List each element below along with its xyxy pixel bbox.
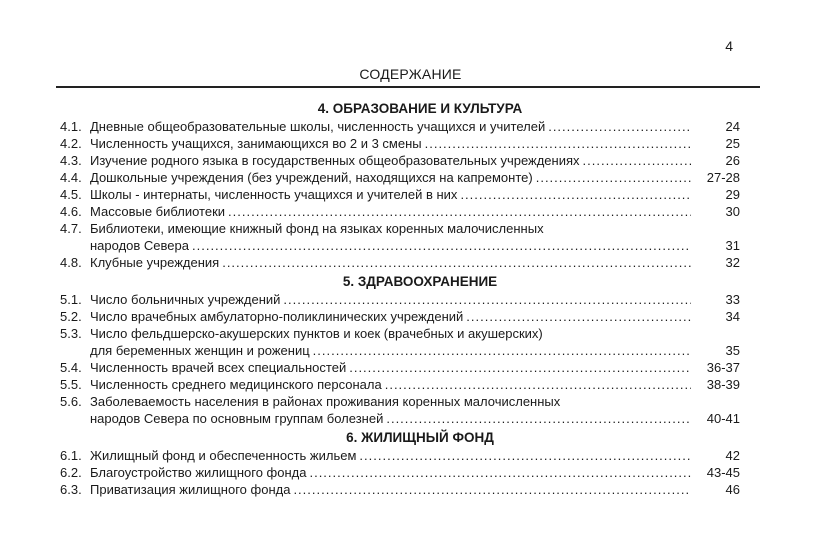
toc-entry — [60, 152, 740, 169]
toc-entry — [60, 447, 740, 464]
toc-entry-row — [60, 447, 740, 464]
dot-leader — [466, 308, 691, 325]
toc-entry-row — [60, 359, 740, 376]
toc-entry — [60, 135, 740, 152]
toc-entry — [60, 186, 740, 203]
toc-entry — [60, 254, 740, 271]
toc-entry-row — [60, 135, 740, 152]
toc-entry-number: 4.8. — [60, 255, 82, 270]
toc-entry-number: 5.4. — [60, 360, 82, 375]
toc-entry-number: 4.3. — [60, 153, 82, 168]
dot-leader — [283, 291, 691, 308]
toc-entry-title: Школы - интернаты, численность учащихся и учителей в них — [90, 187, 458, 202]
dot-leader — [536, 169, 691, 186]
toc-entry-row — [60, 308, 740, 325]
toc-entry-last-line — [60, 237, 740, 254]
toc-entry-page: 46 — [725, 482, 740, 497]
toc-entry-title: Численность среднего медицинского персонала — [90, 377, 382, 392]
toc-entry-page: 32 — [725, 255, 740, 270]
toc-entry-title-continued: для беременных женщин и рожениц — [90, 343, 310, 358]
dot-leader — [309, 464, 691, 481]
toc-entry-row — [60, 169, 740, 186]
toc-entry — [60, 308, 740, 325]
dot-leader — [359, 447, 691, 464]
toc-entry — [60, 464, 740, 481]
toc-entry-first-line — [60, 393, 740, 410]
toc-entry-page: 26 — [725, 153, 740, 168]
toc-entry-title: Библиотеки, имеющие книжный фонд на языках коренных малочисленных — [90, 221, 544, 236]
toc-entry-page: 36-37 — [706, 360, 740, 375]
toc-entry-page: 34 — [725, 309, 740, 324]
toc-entry-page: 24 — [725, 119, 740, 134]
toc-entry-page: 27-28 — [706, 170, 740, 185]
section-heading: 5. ЗДРАВООХРАНЕНИЕ — [342, 274, 498, 289]
toc-entry-title: Приватизация жилищного фонда — [90, 482, 291, 497]
dot-leader — [386, 410, 691, 427]
toc-entry — [60, 376, 740, 393]
toc-entry-number: 5.3. — [60, 326, 82, 341]
toc-entry-title: Численность учащихся, занимающихся во 2 и 3 смены — [90, 136, 422, 151]
toc-entry-page: 25 — [725, 136, 740, 151]
toc-entry-number: 4.7. — [60, 221, 82, 236]
toc-entry-title-continued: народов Севера — [90, 238, 189, 253]
toc-entry-last-line — [60, 342, 740, 359]
toc-entry-title: Дневные общеобразовательные школы, численность учащихся и учителей — [90, 119, 546, 134]
dot-leader — [228, 203, 691, 220]
dot-leader — [192, 237, 691, 254]
toc-entry-last-line — [60, 410, 740, 427]
table-of-contents — [60, 98, 740, 498]
title-divider — [56, 86, 760, 88]
toc-entry-number: 6.1. — [60, 448, 82, 463]
toc-entry — [60, 169, 740, 186]
dot-leader — [460, 186, 691, 203]
toc-entry-first-line — [60, 220, 740, 237]
toc-entry-row — [60, 186, 740, 203]
toc-entry-row — [60, 203, 740, 220]
toc-entry-title: Заболеваемость населения в районах проживания коренных малочисленных — [90, 394, 561, 409]
toc-entry-page: 33 — [725, 292, 740, 307]
toc-entry-title: Дошкольные учреждения (без учреждений, находящихся на капремонте) — [90, 170, 533, 185]
toc-entry-number: 4.6. — [60, 204, 82, 219]
toc-entry-page: 30 — [725, 204, 740, 219]
toc-entry-page: 40-41 — [706, 411, 740, 426]
toc-entry-page: 31 — [725, 238, 740, 253]
toc-entry-title: Массовые библиотеки — [90, 204, 226, 219]
toc-entry-number: 5.2. — [60, 309, 82, 324]
toc-entry-title: Число больничных учреждений — [90, 292, 281, 307]
toc-entry-title: Изучение родного языка в государственных общеобразовательных учреждениях — [90, 153, 580, 168]
toc-entry-first-line — [60, 325, 740, 342]
toc-entry — [60, 481, 740, 498]
toc-entry — [60, 118, 740, 135]
section-heading: 6. ЖИЛИЩНЫЙ ФОНД — [346, 430, 494, 445]
page-number: 4 — [725, 38, 733, 54]
dot-leader — [313, 342, 691, 359]
toc-entry — [60, 325, 740, 359]
dot-leader — [425, 135, 691, 152]
dot-leader — [583, 152, 691, 169]
toc-entry — [60, 393, 740, 427]
toc-entry-row — [60, 118, 740, 135]
toc-entry-page: 38-39 — [706, 377, 740, 392]
toc-entry-number: 4.2. — [60, 136, 82, 151]
toc-entry-number: 5.5. — [60, 377, 82, 392]
toc-entry-number: 5.1. — [60, 292, 82, 307]
section-heading: 4. ОБРАЗОВАНИЕ И КУЛЬТУРА — [317, 101, 523, 116]
toc-entry-title: Число врачебных амбулаторно-поликлинических учреждений — [90, 309, 464, 324]
toc-entry-page: 35 — [725, 343, 740, 358]
toc-entry-row — [60, 291, 740, 308]
toc-entry-row — [60, 254, 740, 271]
dot-leader — [548, 118, 691, 135]
toc-entry-title: Численность врачей всех специальностей — [90, 360, 347, 375]
dot-leader — [293, 481, 691, 498]
toc-entry-page: 43-45 — [706, 465, 740, 480]
toc-entry-number: 4.5. — [60, 187, 82, 202]
toc-entry-page: 29 — [725, 187, 740, 202]
toc-entry-number: 4.1. — [60, 119, 82, 134]
page-title: СОДЕРЖАНИЕ — [359, 66, 462, 82]
toc-entry-number: 6.3. — [60, 482, 82, 497]
toc-entry-title: Благоустройство жилищного фонда — [90, 465, 307, 480]
toc-entry-row — [60, 376, 740, 393]
toc-entry-number: 5.6. — [60, 394, 82, 409]
dot-leader — [222, 254, 691, 271]
dot-leader — [385, 376, 691, 393]
toc-entry-title: Жилищный фонд и обеспеченность жильем — [90, 448, 357, 463]
toc-entry-row — [60, 464, 740, 481]
toc-entry-title: Число фельдшерско-акушерских пунктов и коек (врачебных и акушерских) — [90, 326, 543, 341]
toc-entry-title: Клубные учреждения — [90, 255, 220, 270]
toc-entry-number: 6.2. — [60, 465, 82, 480]
toc-entry — [60, 220, 740, 254]
toc-entry-page: 42 — [725, 448, 740, 463]
toc-entry — [60, 359, 740, 376]
toc-entry-row — [60, 481, 740, 498]
toc-entry-row — [60, 152, 740, 169]
dot-leader — [349, 359, 691, 376]
toc-entry — [60, 203, 740, 220]
toc-entry-number: 4.4. — [60, 170, 82, 185]
toc-entry — [60, 291, 740, 308]
toc-entry-title-continued: народов Севера по основным группам болезней — [90, 411, 384, 426]
